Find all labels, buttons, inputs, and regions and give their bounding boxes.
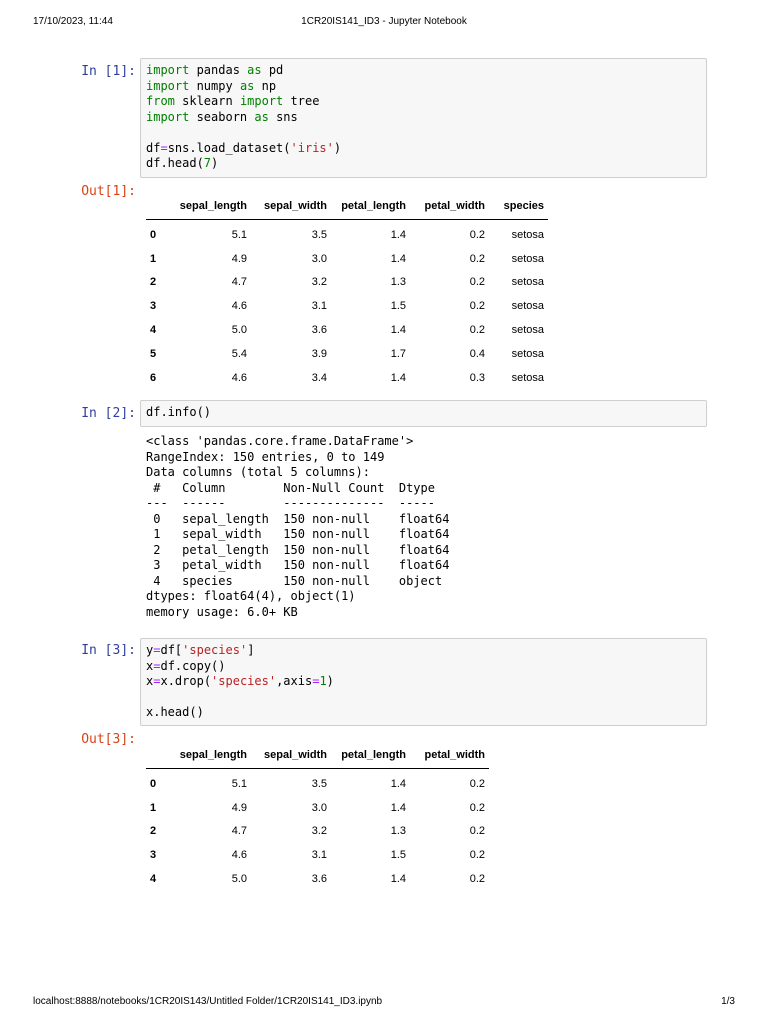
table-header-row (146, 742, 489, 769)
column-header: sepal_length (168, 742, 251, 769)
table-cell: 0.4 (469, 347, 485, 360)
column-header: species (489, 193, 548, 220)
row-index: 6 (150, 371, 157, 384)
table-header-row (146, 193, 548, 220)
row-index: 5 (150, 347, 157, 360)
row-index: 2 (150, 825, 157, 838)
row-index: 3 (150, 849, 157, 862)
table-cell: 0.2 (469, 801, 485, 814)
table-cell: 0.2 (469, 324, 485, 337)
table-cell: 4.6 (231, 300, 247, 313)
table-cell: 3.0 (311, 252, 327, 265)
table-cell: setosa (511, 276, 544, 289)
print-header (33, 16, 735, 30)
row-index: 3 (150, 300, 157, 313)
table-cell: 0.2 (469, 300, 485, 313)
table-cell: 1.4 (390, 324, 406, 337)
table-cell: 5.1 (231, 228, 247, 241)
column-header: sepal_width (251, 193, 331, 220)
table-cell: 1.4 (390, 252, 406, 265)
table-cell: 3.1 (311, 849, 327, 862)
table-cell: 1.4 (390, 228, 406, 241)
table-cell: 5.0 (231, 873, 247, 886)
code-input[interactable] (140, 58, 707, 178)
code-text: import pandas as pd import numpy as np from sklearn import tree import seaborn as sns df=sns.load_dataset('iris') df.head(7) (146, 63, 342, 170)
table-cell: 0.2 (469, 849, 485, 862)
table-cell: 4.7 (231, 276, 247, 289)
row-index: 1 (150, 801, 157, 814)
table-row (146, 867, 489, 891)
table-cell: 3.2 (311, 276, 327, 289)
dataframe-table (146, 742, 489, 891)
print-footer (33, 996, 735, 1010)
table-row (146, 342, 548, 366)
in-prompt: In [2]: (81, 406, 136, 421)
table-cell: 0.3 (469, 371, 485, 384)
print-date: 17/10/2023, 11:44 (33, 16, 113, 27)
table-cell: 1.5 (390, 849, 406, 862)
table-row (146, 366, 548, 390)
table-cell: 3.2 (311, 825, 327, 838)
table-cell: 5.1 (231, 777, 247, 790)
table-cell: setosa (511, 324, 544, 337)
table-cell: 1.3 (390, 276, 406, 289)
table-row (146, 247, 548, 271)
table-cell: 0.2 (469, 276, 485, 289)
page-number: 1/3 (721, 996, 735, 1007)
code-text: y=df['species'] x=df.copy() x=x.drop('species',axis=1) x.head() (146, 643, 334, 719)
table-cell: 1.4 (390, 371, 406, 384)
out-prompt: Out[1]: (81, 184, 136, 199)
table-cell: setosa (511, 371, 544, 384)
row-index: 4 (150, 324, 157, 337)
table-cell: 5.4 (231, 347, 247, 360)
table-row (146, 271, 548, 295)
table-cell: 1.4 (390, 801, 406, 814)
table-cell: 3.5 (311, 228, 327, 241)
stream-output: <class 'pandas.core.frame.DataFrame'> RangeIndex: 150 entries, 0 to 149 Data columns (total 5 columns): # Column Non-Null Count Dtype --- ------ -------------- ----- 0 sepal_length 150 non-null float64 1 sepal_width 150 non-null float64 2 petal_length 150 non-null float64 3 petal_width 150 non-null float64 4 species 150 non-null object dtypes: float64(4), object(1) memory usage: 6.0+ KB (146, 434, 450, 619)
table-cell: 1.3 (390, 825, 406, 838)
row-index: 1 (150, 252, 157, 265)
dataframe-table (146, 193, 548, 390)
table-cell: 3.0 (311, 801, 327, 814)
table-row (146, 294, 548, 318)
table-row (146, 318, 548, 342)
column-header: petal_width (410, 742, 489, 769)
table-cell: 1.4 (390, 777, 406, 790)
column-header: petal_length (331, 193, 410, 220)
table-row (146, 843, 489, 867)
code-input[interactable] (140, 638, 707, 726)
column-header: petal_width (410, 193, 489, 220)
table-cell: 4.7 (231, 825, 247, 838)
code-input[interactable] (140, 400, 707, 427)
table-row (146, 220, 548, 247)
table-cell: 1.4 (390, 873, 406, 886)
print-title: 1CR20IS141_ID3 - Jupyter Notebook (301, 16, 467, 27)
table-cell: 3.9 (311, 347, 327, 360)
code-text: df.info() (146, 405, 212, 419)
table-cell: 4.6 (231, 849, 247, 862)
row-index: 2 (150, 276, 157, 289)
table-cell: 5.0 (231, 324, 247, 337)
table-cell: 3.6 (311, 873, 327, 886)
table-cell: setosa (511, 228, 544, 241)
column-header: petal_length (331, 742, 410, 769)
table-cell: 3.6 (311, 324, 327, 337)
table-cell: 4.9 (231, 252, 247, 265)
table-cell: 1.5 (390, 300, 406, 313)
in-prompt: In [3]: (81, 643, 136, 658)
table-cell: setosa (511, 300, 544, 313)
row-index: 0 (150, 777, 157, 790)
row-index: 0 (150, 228, 157, 241)
table-row (146, 796, 489, 820)
table-cell: 1.7 (390, 347, 406, 360)
table-cell: 0.2 (469, 777, 485, 790)
print-url: localhost:8888/notebooks/1CR20IS143/Untitled Folder/1CR20IS141_ID3.ipynb (33, 996, 383, 1007)
table-cell: 3.1 (311, 300, 327, 313)
out-prompt: Out[3]: (81, 732, 136, 747)
row-index: 4 (150, 873, 157, 886)
in-prompt: In [1]: (81, 64, 136, 79)
table-cell: setosa (511, 252, 544, 265)
table-cell: 0.2 (469, 873, 485, 886)
table-cell: setosa (511, 347, 544, 360)
column-header: sepal_length (168, 193, 251, 220)
table-cell: 0.2 (469, 252, 485, 265)
table-cell: 3.4 (311, 371, 327, 384)
index-header (146, 193, 168, 220)
table-row (146, 820, 489, 844)
column-header: sepal_width (251, 742, 331, 769)
table-row (146, 769, 489, 796)
table-cell: 3.5 (311, 777, 327, 790)
table-cell: 0.2 (469, 228, 485, 241)
index-header (146, 742, 168, 769)
table-cell: 4.6 (231, 371, 247, 384)
table-cell: 0.2 (469, 825, 485, 838)
table-cell: 4.9 (231, 801, 247, 814)
